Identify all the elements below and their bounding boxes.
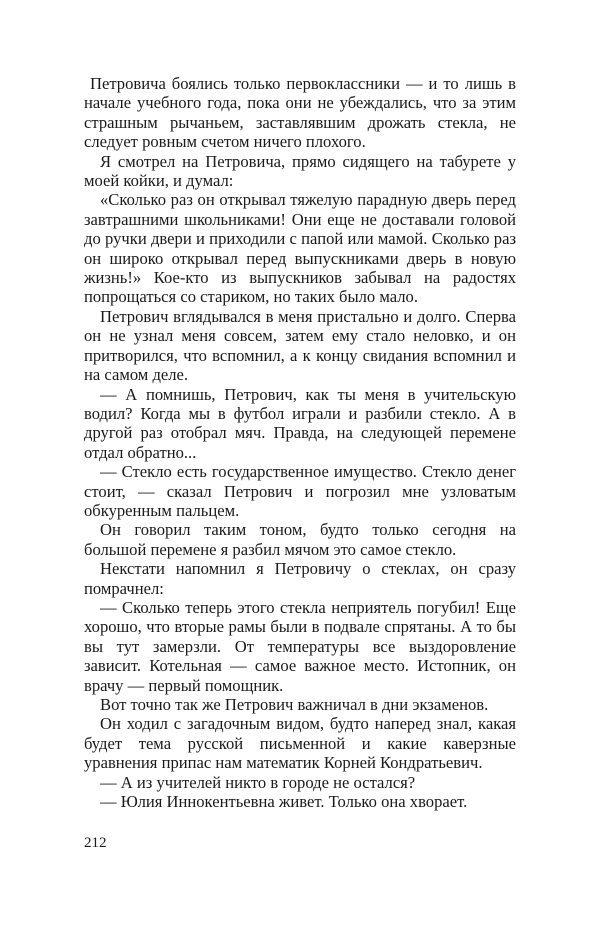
paragraph: Петрович вглядывался в меня пристально и долго. Сперва он не узнал меня совсем, затем ему стало неловко, и он притворился, что вспомнил, а к концу свидания вспомнил и на самом деле. <box>84 306 516 385</box>
paragraph: — А из учителей никто в городе не остался? <box>100 772 416 792</box>
paragraph: — Юлия Иннокентьевна живет. Только она хворает. <box>100 792 468 812</box>
paragraph: Некстати напомнил я Петровичу о стеклах, он сразу помрачнел: <box>84 559 516 598</box>
paragraph: Вот точно так же Петрович важничал в дни экзаменов. <box>100 695 489 714</box>
paragraph: — А помнишь, Петрович, как ты меня в учительскую водил? Когда мы в футбол играли и разбили стекло. А в другой раз отобрал мяч. Правда, на следующей перемене отдал обратно... <box>84 384 516 462</box>
paragraph: «Сколько раз он открывал тяжелую парадную дверь перед завтрашними школьниками! Они еще не доставали головой до ручки двери и приходили с папой или мамой. Сколько раз он широко открывал перед выпускниками дверь в новую жизнь!» Кое-кто из выпускников забывал на радостях попрощаться со стариком, но таких было мало. <box>84 190 516 307</box>
paragraph: Петровича боялись только первоклассники — и то лишь в начале учебного года, пока они не убеждались, что за этим страшным рычаньем, заставлявшим дрожать стекла, не следует ровным счетом ничего плохого. <box>84 74 516 152</box>
paragraph: Он ходил с загадочным видом, будто наперед знал, какая будет тема русской письменной и какие каверзные уравнения припас нам математик Корней Кондратьевич. <box>84 714 516 773</box>
paragraph: — Сколько теперь этого стекла неприятель погубил! Еще хорошо, что вторые рамы были в подвале спрятаны. А то бы вы тут замерзли. От температуры все выздоровление зависит. Котельная — самое важное место. Истопник, он врачу — первый помощник. <box>84 597 516 695</box>
page-number: 212 <box>84 835 107 851</box>
paragraph: Я смотрел на Петровича, прямо сидящего на табурете у моей койки, и думал: <box>84 151 516 191</box>
book-page-text <box>84 74 516 811</box>
paragraph: Он говорил таким тоном, будто только сегодня на большой перемене я разбил мячом это самое стекло. <box>84 520 516 559</box>
paragraph: — Стекло есть государственное имущество. Стекло денег стоит, — сказал Петрович и погрозил мне узловатым обкуренным пальцем. <box>84 462 516 520</box>
